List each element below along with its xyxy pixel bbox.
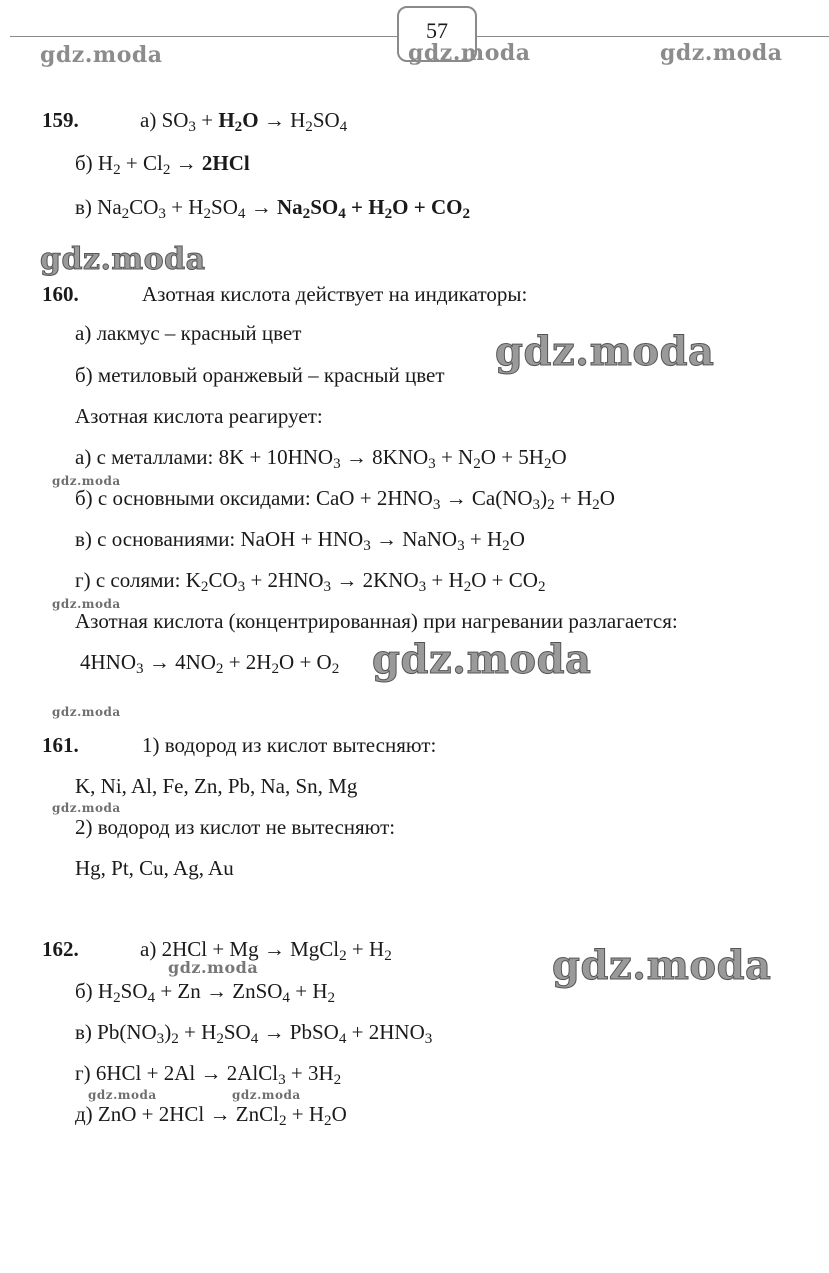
equation-line: а) $SO_3 + H_2O \to H_2SO_4$: [140, 108, 348, 135]
page-number: 57: [426, 18, 448, 43]
watermark: gdz.moda: [552, 942, 772, 989]
text-line: а) лакмус – красный цвет: [75, 321, 302, 345]
equation-line: б) $H_2SO_4 + Zn$ → ZnSO$_4$ + $H_2$: [75, 979, 336, 1006]
watermark: gdz.moda: [52, 474, 121, 488]
equation-line: $4HNO_3 \to 4NO_2 + 2H_2O + O_2$: [80, 650, 340, 677]
text-line: K, Ni, Al, Fe, Zn, Pb, Na, Sn, Mg: [75, 774, 358, 798]
watermark: gdz.moda: [40, 42, 163, 68]
watermark: gdz.moda: [52, 597, 121, 611]
equation-line: б) $H_2 + Cl_2 \to 2HCl$: [75, 151, 250, 178]
text-line: Азотная кислота (концентрированная) при нагревании разлагается:: [75, 609, 678, 633]
equation-line: д) ZnO + 2HCl → ZnCl$_2$ + $H_2O$: [75, 1102, 347, 1129]
equation-line: в) с основаниями: NaOH + $HNO_3$ → NaNO$_3$ + $H_2O$: [75, 527, 525, 554]
equation-line: в) $Na_2CO_3 + H_2SO_4 \to Na_2SO_4 + H_2O + CO_2$: [75, 195, 471, 222]
equation-line: г) с солями: $K_2CO_3 + 2HNO_3 \to 2KNO_3 + H_2O + CO_2$: [75, 568, 546, 595]
text-line: Азотная кислота действует на индикаторы:: [142, 282, 528, 306]
watermark: gdz.moda: [408, 40, 531, 66]
task-number: 162.: [42, 937, 79, 961]
watermark: gdz.moda: [40, 242, 206, 277]
task-number: 161.: [42, 733, 79, 757]
watermark: gdz.moda: [168, 958, 259, 977]
equation-line: г) 6HCl + 2Al → 2AlCl$_3$ + $3H_2$: [75, 1061, 342, 1088]
watermark: gdz.moda: [88, 1088, 157, 1102]
watermark: gdz.moda: [52, 801, 121, 815]
task-number: 160.: [42, 282, 79, 306]
equation-line: а) 2HCl + Mg → MgCl$_2$ + $H_2$: [140, 937, 392, 964]
task-number: 159.: [42, 108, 79, 132]
equation-line: б) с основными оксидами: CaO + $2HNO_3 \to Ca(NO_3)_2 + H_2O$: [75, 486, 615, 513]
watermark: gdz.moda: [495, 328, 715, 375]
watermark: gdz.moda: [660, 40, 783, 66]
text-line: Азотная кислота реагирует:: [75, 404, 323, 428]
text-line: 1) водород из кислот вытесняют:: [142, 733, 437, 757]
text-line: б) метиловый оранжевый – красный цвет: [75, 363, 445, 387]
watermark: gdz.moda: [232, 1088, 301, 1102]
equation-line: а) с металлами: $8K + 10HNO_3 \to 8KNO_3 + N_2O + 5H_2O$: [75, 445, 567, 472]
watermark: gdz.moda: [52, 705, 121, 719]
watermark: gdz.moda: [372, 636, 592, 683]
text-line: Hg, Pt, Cu, Ag, Au: [75, 856, 234, 880]
equation-line: в) $Pb(NO_3)_2 + H_2SO_4$ → PbSO$_4$ + $2HNO_3$: [75, 1020, 433, 1047]
text-line: 2) водород из кислот не вытесняют:: [75, 815, 396, 839]
